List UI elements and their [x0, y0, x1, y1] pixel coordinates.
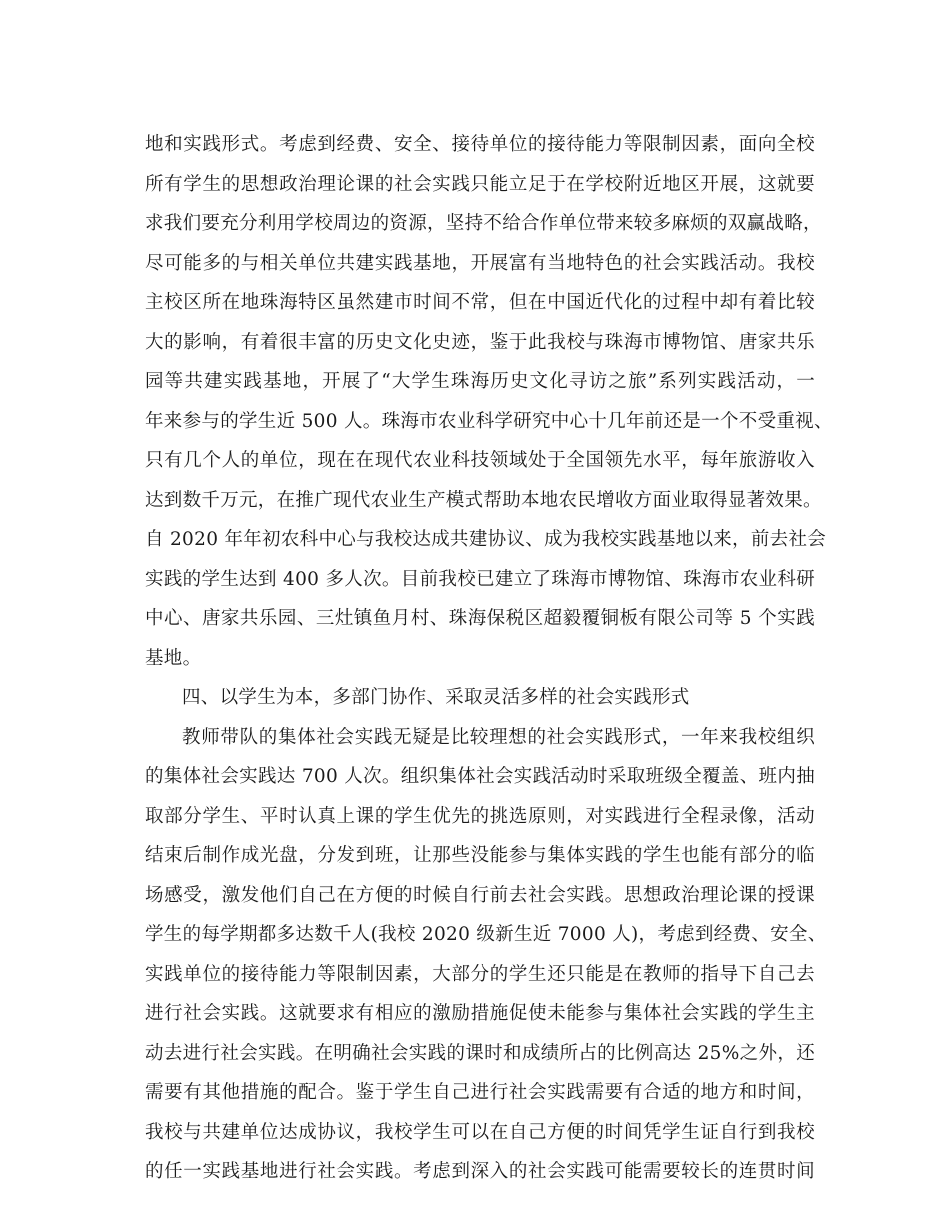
paragraph-line: 学生的每学期都多达数千人(我校 2020 级新生近 7000 人)，考虑到经费、安全、 [145, 924, 827, 945]
paragraph-line: 的任一实践基地进行社会实践。考虑到深入的社会实践可能需要较长的连贯时间 [145, 1161, 815, 1182]
paragraph-line: 达到数千万元，在推广现代农业生产模式帮助本地农民增收方面业取得显著效果。 [145, 489, 822, 511]
paragraph-line: 中心、唐家共乐园、三灶镇鱼月村、珠海保税区超毅覆铜板有限公司等 5 个实践 [145, 608, 815, 629]
paragraph-line: 教师带队的集体社会实践无疑是比较理想的社会实践形式，一年来我校组织 [182, 726, 815, 748]
paragraph-line: 大的影响，有着很丰富的历史文化史迹，鉴于此我校与珠海市博物馆、唐家共乐 [145, 331, 815, 353]
paragraph-line: 实践的学生达到 400 多人次。目前我校已建立了珠海市博物馆、珠海市农业科研 [145, 568, 815, 590]
paragraph-line: 年来参与的学生近 500 人。珠海市农业科学研究中心十几年前还是一个不受重视、 [145, 410, 833, 432]
paragraph-line: 取部分学生、平时认真上课的学生优先的挑选原则，对实践进行全程录像，活动 [145, 805, 815, 827]
paragraph-line: 进行社会实践。这就要求有相应的激励措施促使未能参与集体社会实践的学生主 [145, 1003, 815, 1024]
paragraph-line: 自 2020 年年初农科中心与我校达成共建协议、成为我校实践基地以来，前去社会 [145, 529, 827, 550]
paragraph-line: 需要有其他措施的配合。鉴于学生自己进行社会实践需要有合适的地方和时间， [145, 1082, 815, 1103]
paragraph-line: 基地。 [145, 647, 202, 669]
paragraph-line: 所有学生的思想政治理论课的社会实践只能立足于在学校附近地区开展，这就要 [145, 173, 815, 195]
body-text [145, 125, 833, 1192]
paragraph-line: 实践单位的接待能力等限制因素，大部分的学生还只能是在教师的指导下自己去 [145, 963, 815, 985]
paragraph-line: 场感受，激发他们自己在方便的时候自行前去社会实践。思想政治理论课的授课 [145, 884, 815, 906]
paragraph-line: 的集体社会实践达 700 人次。组织集体社会实践活动时采取班级全覆盖、班内抽 [145, 766, 815, 787]
paragraph-line: 主校区所在地珠海特区虽然建市时间不常，但在中国近代化的过程中却有着比较 [145, 292, 815, 313]
paragraph-line: 求我们要充分利用学校周边的资源，坚持不给合作单位带来较多麻烦的双赢战略， [145, 213, 822, 234]
paragraph-line: 结束后制作成光盘，分发到班，让那些没能参与集体实践的学生也能有部分的临 [145, 845, 815, 866]
section-heading: 四、以学生为本，多部门协作、采取灵活多样的社会实践形式 [182, 687, 690, 708]
paragraph-line: 地和实践形式。考虑到经费、安全、接待单位的接待能力等限制因素，面向全校 [145, 134, 815, 155]
paragraph-line: 尽可能多的与相关单位共建实践基地，开展富有当地特色的社会实践活动。我校 [145, 252, 815, 274]
paragraph-line: 我校与共建单位达成协议，我校学生可以在自己方便的时间凭学生证自行到我校 [145, 1121, 815, 1143]
paragraph-line: 只有几个人的单位，现在在现代农业科技领域处于全国领先水平，每年旅游收入 [145, 450, 815, 471]
paragraph-line: 园等共建实践基地，开展了“大学生珠海历史文化寻访之旅”系列实践活动，一 [145, 371, 815, 392]
paragraph-line: 动去进行社会实践。在明确社会实践的课时和成绩所占的比例高达 25%之外，还 [145, 1042, 815, 1064]
